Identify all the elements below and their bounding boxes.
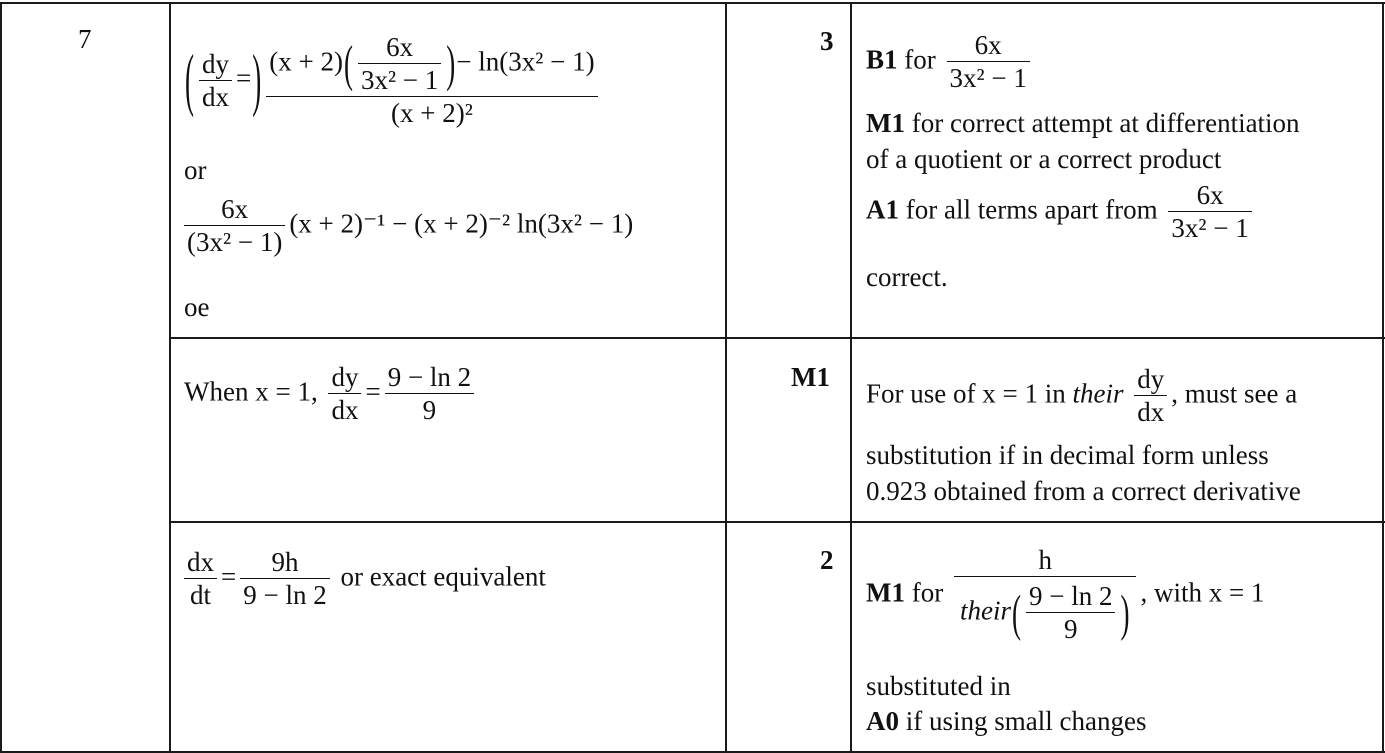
row1-or-label: or <box>184 155 207 185</box>
row2-value-fraction: $\frac{9 - \ln 2}{9}$ <box>385 362 474 426</box>
row1-m1-line2: of a quotient or a correct product <box>866 144 1222 174</box>
lhs-derivative: $\frac{dy}{dx}$ <box>199 49 232 113</box>
left-border <box>0 2 2 753</box>
row1-bottom-border <box>169 337 1385 339</box>
col-divider-1 <box>169 2 171 753</box>
row3-lhs-derivative: $\frac{dx}{dt}$ <box>184 547 217 611</box>
row2-their-derivative: $\frac{dy}{dx}$ <box>1134 364 1167 428</box>
col-divider-3 <box>850 2 852 753</box>
row2-mark: M1 <box>791 362 830 392</box>
row3-mark: 2 <box>820 545 834 575</box>
row2-bottom-border <box>169 521 1385 523</box>
row3-inner-fraction: $\frac{9 - \ln 2}{9}$ <box>1026 581 1115 645</box>
row1-answer-quotient: ( $\frac{dy}{dx}$ =) (x + 2)( $\frac{6x}{\text{3x² − 1}}$ )− ln(3x² − 1) (x + 2)² <box>184 32 602 130</box>
row3-a0-line: A0 if using small changes <box>866 706 1147 736</box>
row3-answer: $\frac{dx}{dt}$ = $\frac{9h}{9 - \ln 2}$ or exact equivalent <box>184 547 546 611</box>
row2-answer: When x = 1, $\frac{dy}{dx}$ = $\frac{9 - \ln 2}{9}$ <box>184 362 478 426</box>
row1-oe-label: oe <box>184 292 210 322</box>
row2-guidance-line3: 0.923 obtained from a correct derivative <box>866 476 1301 506</box>
row1-mark: 3 <box>820 26 834 56</box>
right-border <box>1382 2 1384 753</box>
table-top-border <box>0 2 1385 4</box>
row3-m1-line: M1 for h their( $\frac{9 - \ln 2}{9}$ ) , with x = 1 <box>866 545 1265 645</box>
row1-m1-line1: M1 for correct attempt at differentiation <box>866 108 1300 138</box>
col-divider-2 <box>725 2 727 753</box>
row2-derivative: $\frac{dy}{dx}$ <box>328 362 361 426</box>
b1-fraction: $\frac{6x}{\text{3x² − 1}}$ <box>947 30 1030 94</box>
question-number: 7 <box>78 24 92 54</box>
quotient-fraction: (x + 2)( $\frac{6x}{\text{3x² − 1}}$ )− ln(3x² − 1) (x + 2)² <box>266 32 597 130</box>
row2-guidance-line1: For use of x = 1 in their $\frac{dy}{dx}$ , must see a <box>866 364 1298 428</box>
alt-fraction: $\frac{6x}{\text{(3x² − 1)}}$ <box>184 194 285 258</box>
row3-m1-fraction: h their( $\frac{9 - \ln 2}{9}$ ) <box>954 545 1136 645</box>
row1-answer-product: $\frac{6x}{\text{(3x² − 1)}}$ (x + 2)⁻¹ − (x + 2)⁻² ln(3x² − 1) <box>184 194 633 258</box>
row3-rhs-fraction: $\frac{9h}{9 - \ln 2}$ <box>240 547 329 611</box>
row1-a1-line: A1 for all terms apart from $\frac{6x}{\text{3x² − 1}}$ <box>866 180 1256 244</box>
row2-guidance-line2: substitution if in decimal form unless <box>866 440 1269 470</box>
row3-guidance-line2: substituted in <box>866 671 1011 701</box>
a1-fraction: $\frac{6x}{\text{3x² − 1}}$ <box>1168 180 1251 244</box>
row1-a1-tail: correct. <box>866 262 948 292</box>
inner-fraction: $\frac{6x}{\text{3x² − 1}}$ <box>358 32 441 96</box>
row1-b1-line: B1 for $\frac{6x}{\text{3x² − 1}}$ <box>866 30 1034 94</box>
